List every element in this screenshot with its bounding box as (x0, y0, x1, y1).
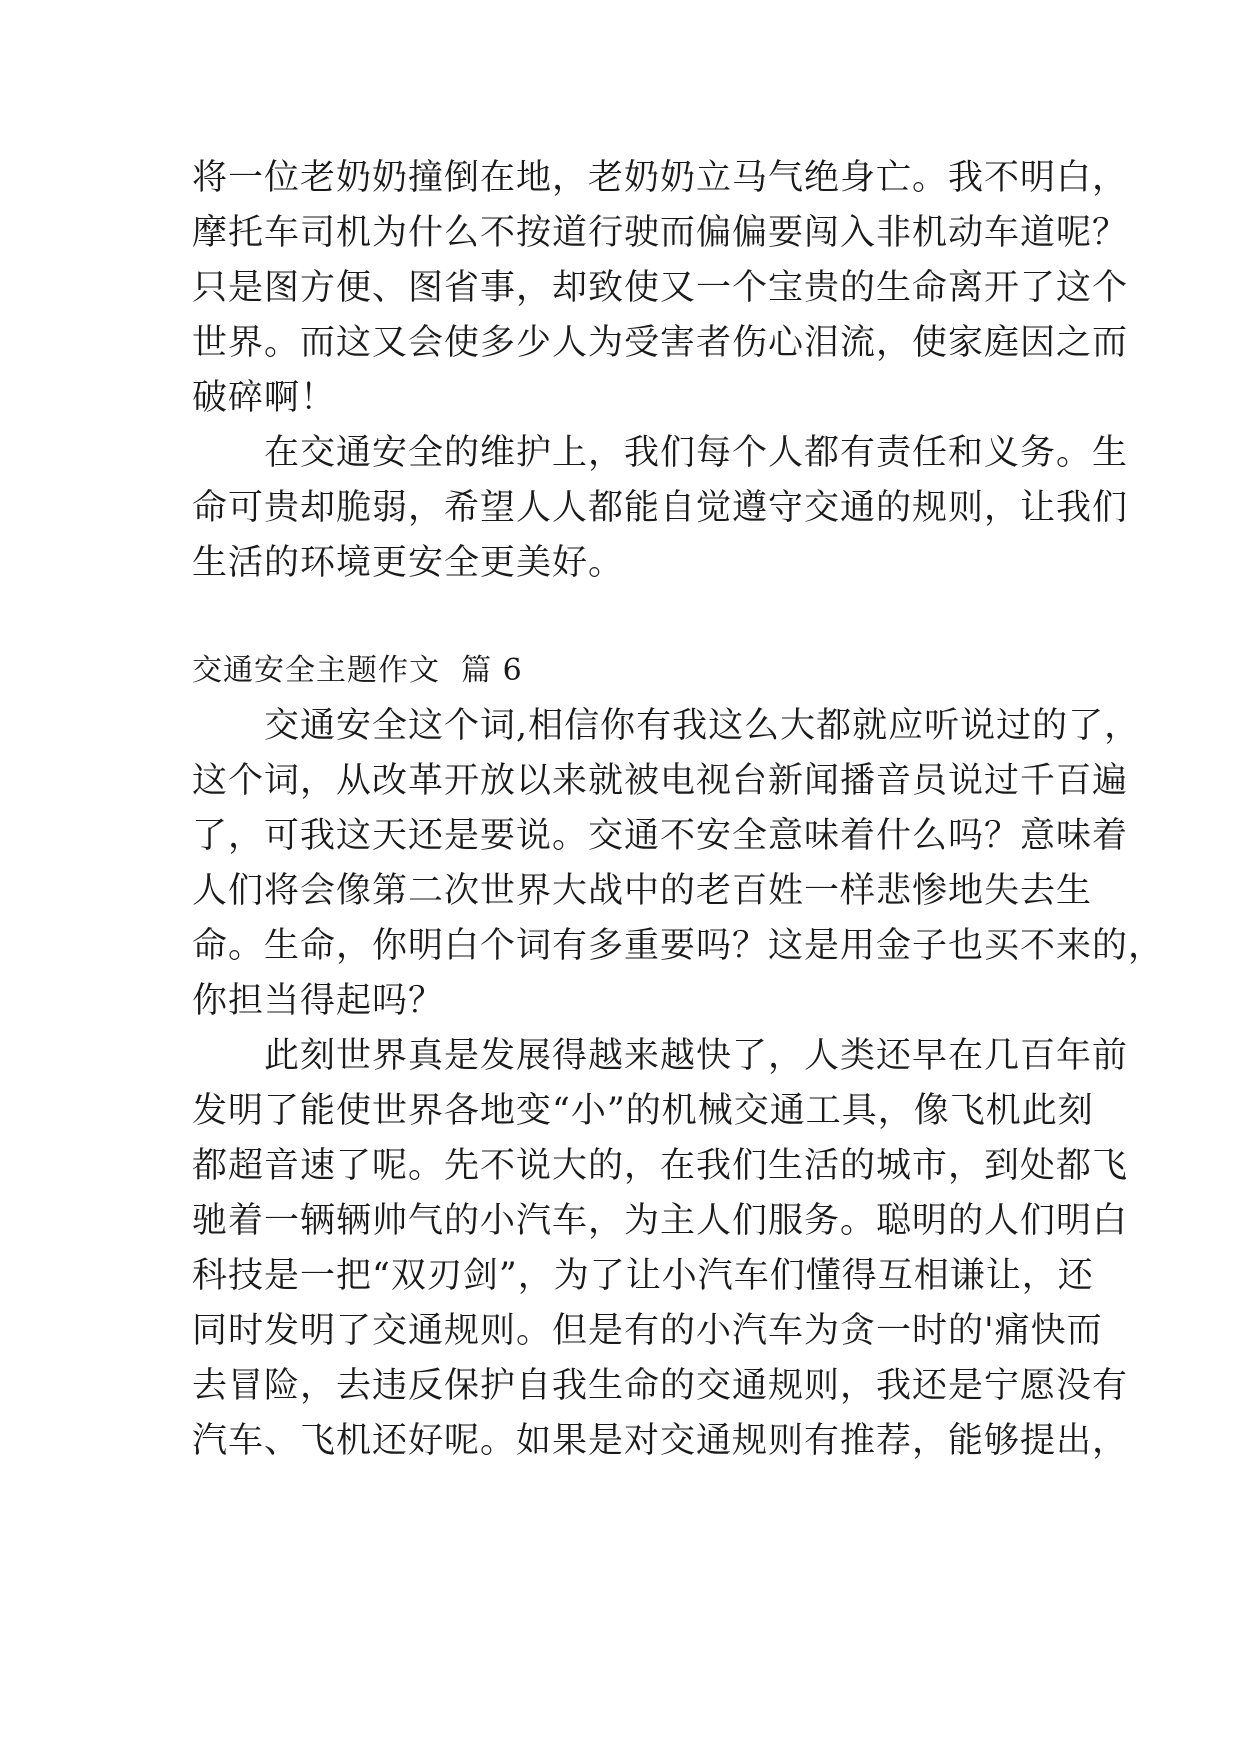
text-line: 将一位老奶奶撞倒在地，老奶奶立马气绝身亡。我不明白， (192, 158, 1129, 198)
text-line: 命可贵却脆弱，希望人人都能自觉遵守交通的规则，让我们 (192, 488, 1129, 528)
text-line: 驰着一辆辆帅气的小汽车，为主人们服务。聪明的人们明白 (192, 1201, 1129, 1241)
text-line: 汽车、飞机还好呢。如果是对交通规则有推荐，能够提出， (192, 1421, 1129, 1461)
text-line: 此刻世界真是发展得越来越快了，人类还早在几百年前 (192, 1036, 1129, 1076)
text-line: 这个词，从改革开放以来就被电视台新闻播音员说过千百遍 (192, 761, 1129, 801)
text-line: 发明了能使世界各地变“小”的机械交通工具，像飞机此刻 (192, 1091, 1094, 1131)
text-line: 去冒险，去违反保护自我生命的交通规则，我还是宁愿没有 (192, 1366, 1129, 1406)
text-line: 交通安全这个词,相信你有我这么大都就应听说过的了， (192, 706, 1141, 746)
text-line: 世界。而这又会使多少人为受害者伤心泪流，使家庭因之而 (192, 323, 1129, 363)
text-line: 摩托车司机为什么不按道行驶而偏偏要闯入非机动车道呢？ (192, 213, 1129, 253)
text-line: 人们将会像第二次世界大战中的老百姓一样悲惨地失去生 (192, 871, 1093, 911)
text-line: 你担当得起吗？ (192, 981, 445, 1021)
text-line: 在交通安全的维护上，我们每个人都有责任和义务。生 (192, 433, 1129, 473)
text-line: 科技是一把“双刃剑”，为了让小汽车们懂得互相谦让，还 (192, 1256, 1094, 1296)
section-heading: 交通安全主题作文 篇 6 (192, 653, 523, 688)
text-line: 同时发明了交通规则。但是有的小汽车为贪一时的'痛快而 (192, 1311, 1103, 1351)
text-line: 都超音速了呢。先不说大的，在我们生活的城市，到处都飞 (192, 1146, 1129, 1186)
text-line: 只是图方便、图省事，却致使又一个宝贵的生命离开了这个 (192, 268, 1129, 308)
text-line: 了，可我这天还是要说。交通不安全意味着什么吗？意味着 (192, 816, 1129, 856)
text-line: 生活的环境更安全更美好。 (192, 543, 625, 583)
text-line: 破碎啊！ (192, 378, 337, 418)
text-line: 命。生命，你明白个词有多重要吗？这是用金子也买不来的， (192, 926, 1165, 966)
